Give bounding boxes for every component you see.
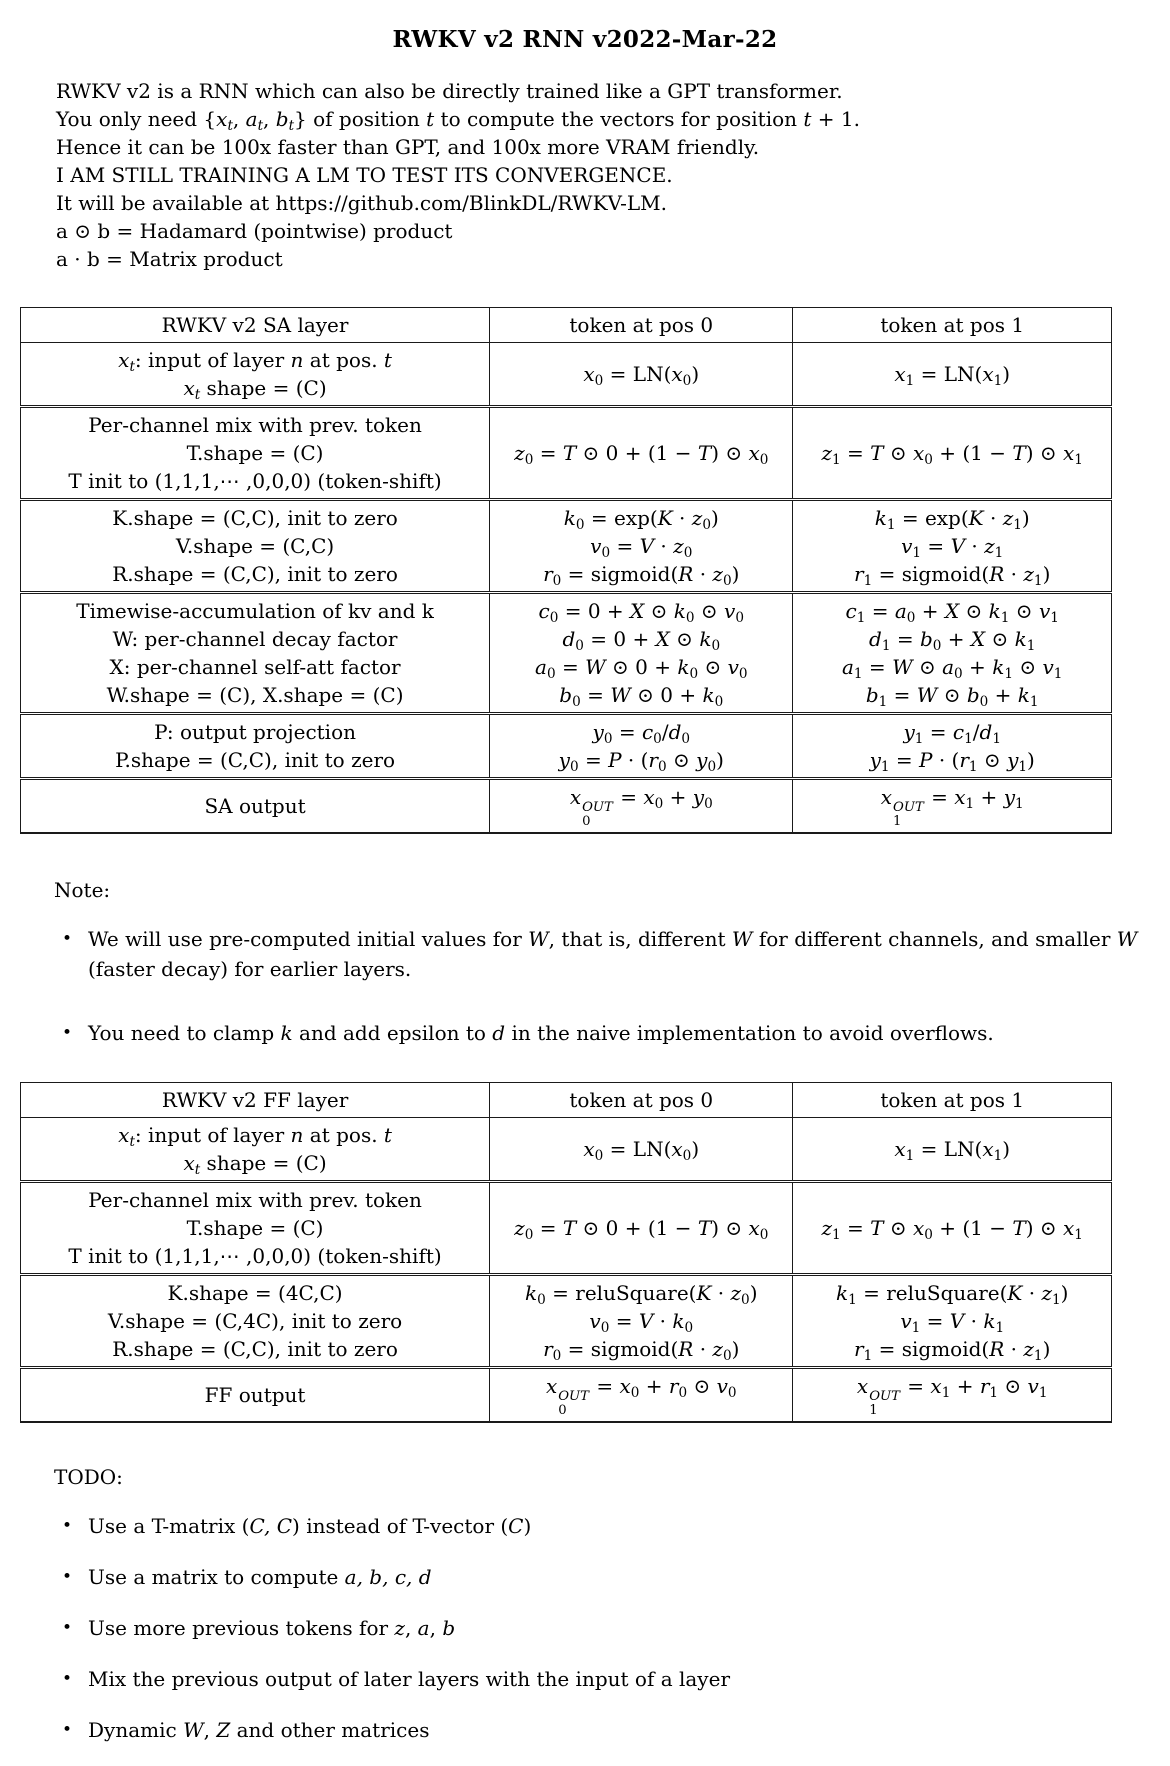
todo-heading: TODO: <box>54 1464 123 1489</box>
note-list <box>0 924 1170 1048</box>
ff-output-pos1: x OUT 1 = $x_1 + r_1$ ⊙ $v_1$ <box>793 1367 1112 1421</box>
todo-item-dynamic-matrices: • Dynamic W, Z and other matrices <box>88 1715 1150 1745</box>
sa-kvr-pos0: $k_0 = \exp(K \cdot z_0)$ $v_0 = V \cdot z_0$ $r_0$ = sigmoid(R · $z_0$) <box>490 500 793 593</box>
ff-table-header-pos0: token at pos 0 <box>490 1082 793 1117</box>
todo-item-matrix-compute: • Use a matrix to compute a, b, c, d <box>88 1562 1150 1592</box>
todo-list <box>0 1511 1170 1745</box>
page-title: RWKV v2 RNN v2022-Mar-22 <box>392 26 778 53</box>
ff-kvr-label: K.shape = (4C,C) V.shape = (C,4C), init to zero R.shape = (C,C), init to zero <box>21 1274 490 1367</box>
todo-item-more-tokens: • Use more previous tokens for z, a, b <box>88 1613 1150 1643</box>
sa-input-pos1: $x_1 = LN(x_1)$ <box>793 343 1112 407</box>
intro-paragraph <box>56 77 1140 273</box>
sa-token-shift-pos0: $z_0 = T$ ⊙ 0 + (1 − T) ⊙ $x_0$ <box>490 407 793 500</box>
ff-input-pos1: $x_1 = LN(x_1)$ <box>793 1117 1112 1181</box>
table-row-ff-output <box>21 1367 1112 1421</box>
ff-token-shift-pos1: $z_1 = T$ ⊙ $x_0 + (1 - T)$ ⊙ $x_1$ <box>793 1181 1112 1274</box>
ff-kvr-pos0: $k_0$ = reluSquare(K · $z_0$) $v_0 = V \cdot k_0$ $r_0$ = sigmoid(R · $z_0$) <box>490 1274 793 1367</box>
sa-table-header-row <box>21 308 1112 343</box>
table-row-kvr <box>21 1274 1112 1367</box>
ff-output-label: FF output <box>21 1367 490 1421</box>
table-row-timewise <box>21 593 1112 714</box>
table-row-projection <box>21 714 1112 779</box>
intro-line-4: I AM STILL TRAINING A LM TO TEST ITS CONVERGENCE. <box>56 163 673 187</box>
table-row-token-shift <box>21 1181 1112 1274</box>
ff-token-shift-pos0: $z_0 = T$ ⊙ 0 + (1 − T) ⊙ $x_0$ <box>490 1181 793 1274</box>
sa-timewise-label: Timewise-accumulation of kv and k W: per-channel decay factor X: per-channel self-att factor W.shape = (C), X.shape = (C) <box>21 593 490 714</box>
intro-line-1: RWKV v2 is a RNN which can also be directly trained like a GPT transformer. <box>56 79 843 103</box>
intro-line-2: You only need {$x_t$, $a_t$, $b_t$} of position t to compute the vectors for position t + 1. <box>56 107 860 134</box>
sa-token-shift-label: Per-channel mix with prev. token T.shape = (C) T init to (1,1,1,⋯ ,0,0,0) (token-shift) <box>21 407 490 500</box>
table-row-sa-output <box>21 779 1112 833</box>
sa-output-pos0: x OUT 0 = $x_0 + y_0$ <box>490 779 793 833</box>
sa-projection-pos0: $y_0 = c_0/d_0$ $y_0 = P \cdot (r_0$ ⊙ $y_0$) <box>490 714 793 779</box>
note-item-precomputed-w: • We will use pre-computed initial values for W, that is, different W for different channels, and smaller W (faster decay) for earlier layers. <box>88 924 1150 984</box>
sa-table-header-pos0: token at pos 0 <box>490 308 793 343</box>
sa-projection-label: P: output projection P.shape = (C,C), init to zero <box>21 714 490 779</box>
sa-projection-pos1: $y_1 = c_1/d_1$ $y_1 = P \cdot (r_1$ ⊙ $y_1$) <box>793 714 1112 779</box>
note-heading: Note: <box>54 877 111 902</box>
ff-kvr-pos1: $k_1$ = reluSquare(K · $z_1$) $v_1 = V \cdot k_1$ $r_1$ = sigmoid(R · $z_1$) <box>793 1274 1112 1367</box>
sa-kvr-pos1: $k_1 = \exp(K \cdot z_1)$ $v_1 = V \cdot z_1$ $r_1$ = sigmoid(R · $z_1$) <box>793 500 1112 593</box>
sa-output-pos1: x OUT 1 = $x_1 + y_1$ <box>793 779 1112 833</box>
sa-input-pos0: $x_0 = LN(x_0)$ <box>490 343 793 407</box>
ff-input-pos0: $x_0 = LN(x_0)$ <box>490 1117 793 1181</box>
sa-table-header-layer: RWKV v2 SA layer <box>21 308 490 343</box>
sa-layer-table <box>20 307 1112 834</box>
sa-kvr-label: K.shape = (C,C), init to zero V.shape = (C,C) R.shape = (C,C), init to zero <box>21 500 490 593</box>
table-row-input <box>21 343 1112 407</box>
ff-layer-table <box>20 1082 1112 1423</box>
table-row-input <box>21 1117 1112 1181</box>
sa-token-shift-pos1: $z_1 = T$ ⊙ $x_0 + (1 - T)$ ⊙ $x_1$ <box>793 407 1112 500</box>
sa-timewise-pos1: $c_1 = a_0 + X$ ⊙ $k_1$ ⊙ $v_1$ $d_1 = b_0 + X$ ⊙ $k_1$ $a_1 = W$ ⊙ $a_0 + k_1$ ⊙ $v_1$ $b_1 = W$ ⊙ $b_0 + k_1$ <box>793 593 1112 714</box>
todo-item-mix-output: • Mix the previous output of later layers with the input of a layer <box>88 1664 1150 1694</box>
sa-table-header-pos1: token at pos 1 <box>793 308 1112 343</box>
ff-input-label: $x_t$: input of layer n at pos. t $x_t$ shape = (C) <box>118 1122 392 1178</box>
sa-timewise-pos0: $c_0 = 0 + X$ ⊙ $k_0$ ⊙ $v_0$ $d_0 = 0 + X$ ⊙ $k_0$ $a_0 = W$ ⊙ $0 + k_0$ ⊙ $v_0$ $b_0 = W$ ⊙ $0 + k_0$ <box>490 593 793 714</box>
sa-output-label: SA output <box>21 779 490 833</box>
ff-output-pos0: x OUT 0 = $x_0 + r_0$ ⊙ $v_0$ <box>490 1367 793 1421</box>
table-row-kvr <box>21 500 1112 593</box>
todo-item-t-matrix: • Use a T-matrix (C, C) instead of T-vector (C) <box>88 1511 1150 1541</box>
sa-input-label: $x_t$: input of layer n at pos. t $x_t$ shape = (C) <box>118 348 392 403</box>
intro-line-hadamard-def: a ⊙ b = Hadamard (pointwise) product <box>56 219 453 243</box>
ff-token-shift-label: Per-channel mix with prev. token T.shape = (C) T init to (1,1,1,⋯ ,0,0,0) (token-shift) <box>21 1181 490 1274</box>
intro-line-matrix-def: a · b = Matrix product <box>56 247 283 271</box>
note-item-clamp-k: • You need to clamp k and add epsilon to d in the naive implementation to avoid overflows. <box>88 1018 1150 1048</box>
intro-line-3: Hence it can be 100x faster than GPT, and 100x more VRAM friendly. <box>56 135 760 159</box>
ff-table-header-row <box>21 1082 1112 1117</box>
table-row-token-shift <box>21 407 1112 500</box>
intro-line-url: It will be available at https://github.com/BlinkDL/RWKV-LM. <box>56 191 668 215</box>
ff-table-header-layer: RWKV v2 FF layer <box>21 1082 490 1117</box>
ff-table-header-pos1: token at pos 1 <box>793 1082 1112 1117</box>
